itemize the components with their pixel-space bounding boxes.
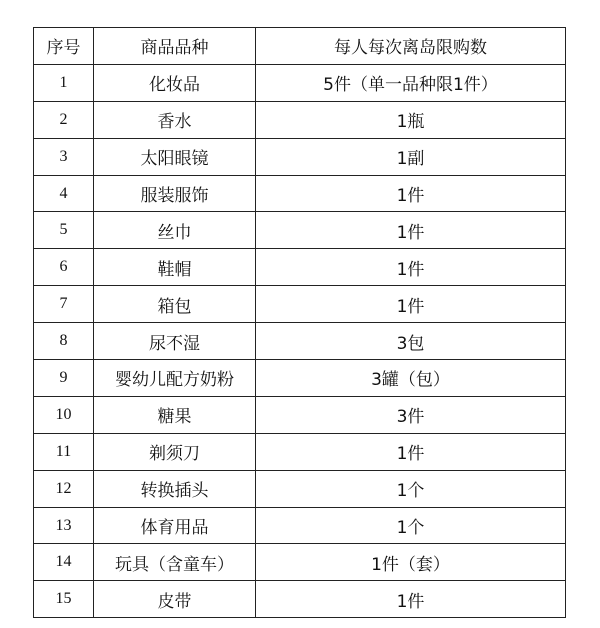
table-row: [34, 101, 566, 138]
row-serial-number: 14: [34, 544, 94, 581]
row-product-name: 皮带: [94, 581, 256, 618]
table-header-row: [34, 28, 566, 65]
row-product-name: 糖果: [94, 396, 256, 433]
table-row: [34, 396, 566, 433]
row-product-name: 体育用品: [94, 507, 256, 544]
table-row: [34, 323, 566, 360]
header-product-category: 商品品种: [94, 28, 256, 65]
row-product-name: 鞋帽: [94, 249, 256, 286]
row-limit: 1副: [256, 138, 566, 175]
row-limit: 1个: [256, 470, 566, 507]
row-limit: 1个: [256, 507, 566, 544]
row-product-name: 化妆品: [94, 64, 256, 101]
row-product-name: 剃须刀: [94, 433, 256, 470]
row-limit: 1件: [256, 249, 566, 286]
row-serial-number: 4: [34, 175, 94, 212]
table-row: [34, 581, 566, 618]
row-serial-number: 3: [34, 138, 94, 175]
row-serial-number: 9: [34, 360, 94, 397]
table-row: [34, 507, 566, 544]
row-serial-number: 8: [34, 323, 94, 360]
row-serial-number: 1: [34, 64, 94, 101]
row-serial-number: 7: [34, 286, 94, 323]
table-row: [34, 249, 566, 286]
table-row: [34, 544, 566, 581]
purchase-limit-table: [33, 27, 566, 618]
header-purchase-limit: 每人每次离岛限购数: [256, 28, 566, 65]
row-product-name: 转换插头: [94, 470, 256, 507]
table-row: [34, 433, 566, 470]
row-limit: 1件: [256, 581, 566, 618]
header-serial-number: 序号: [34, 28, 94, 65]
table-row: [34, 470, 566, 507]
row-limit: 1件（套）: [256, 544, 566, 581]
table-row: [34, 175, 566, 212]
table-row: [34, 360, 566, 397]
row-limit: 3件: [256, 396, 566, 433]
table-row: [34, 286, 566, 323]
row-serial-number: 2: [34, 101, 94, 138]
row-serial-number: 13: [34, 507, 94, 544]
row-product-name: 婴幼儿配方奶粉: [94, 360, 256, 397]
row-limit: 1件: [256, 175, 566, 212]
row-limit: 1件: [256, 212, 566, 249]
row-product-name: 丝巾: [94, 212, 256, 249]
row-limit: 1件: [256, 286, 566, 323]
row-limit: 3包: [256, 323, 566, 360]
row-serial-number: 6: [34, 249, 94, 286]
row-limit: 3罐（包）: [256, 360, 566, 397]
row-limit: 1件: [256, 433, 566, 470]
row-limit: 5件（单一品种限1件）: [256, 64, 566, 101]
row-product-name: 太阳眼镜: [94, 138, 256, 175]
row-serial-number: 15: [34, 581, 94, 618]
row-serial-number: 10: [34, 396, 94, 433]
row-product-name: 玩具（含童车）: [94, 544, 256, 581]
row-limit: 1瓶: [256, 101, 566, 138]
row-product-name: 箱包: [94, 286, 256, 323]
row-serial-number: 5: [34, 212, 94, 249]
purchase-limit-table-container: [33, 27, 565, 618]
table-row: [34, 138, 566, 175]
table-row: [34, 64, 566, 101]
row-product-name: 尿不湿: [94, 323, 256, 360]
row-product-name: 服装服饰: [94, 175, 256, 212]
row-serial-number: 12: [34, 470, 94, 507]
row-product-name: 香水: [94, 101, 256, 138]
row-serial-number: 11: [34, 433, 94, 470]
table-row: [34, 212, 566, 249]
